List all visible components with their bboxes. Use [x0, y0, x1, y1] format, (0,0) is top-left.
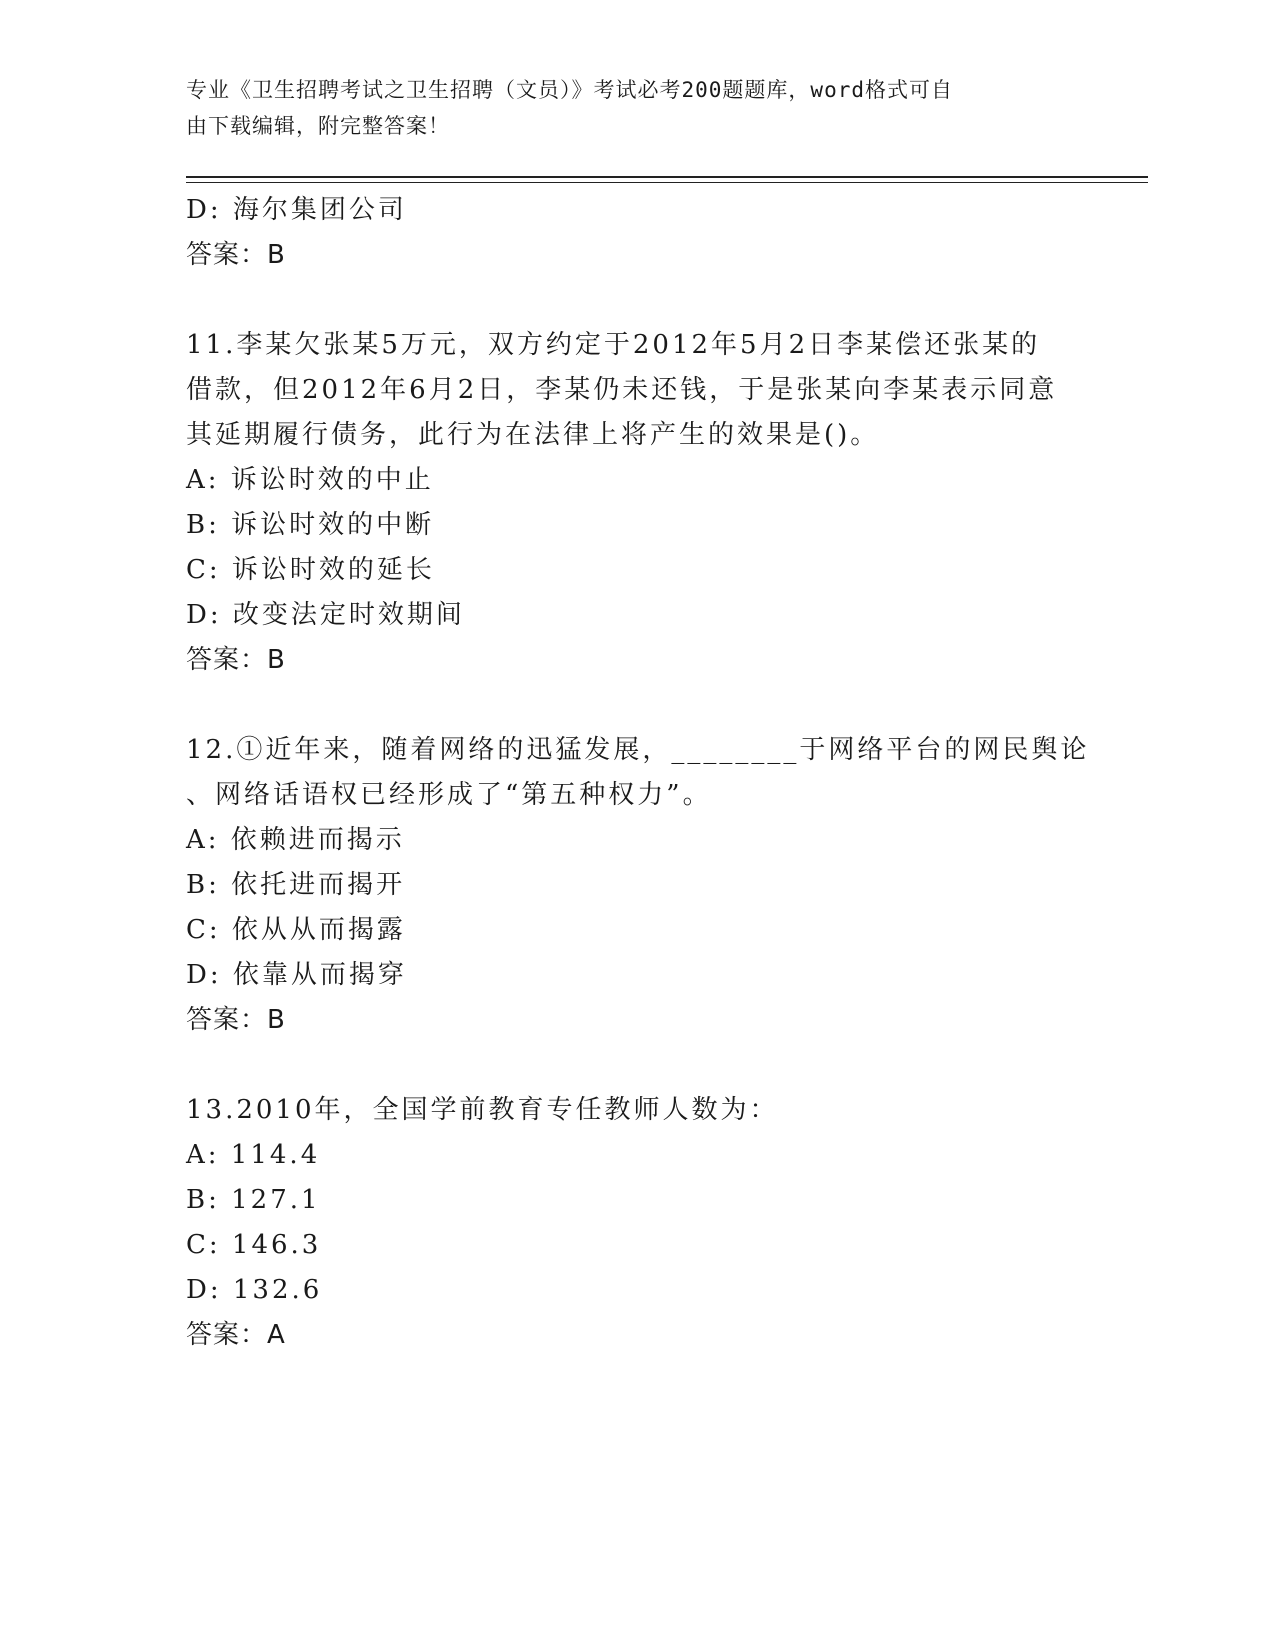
question-stem: 、网络话语权已经形成了“第五种权力”。 — [186, 780, 712, 810]
option-c: C: 诉讼时效的延长 — [186, 555, 435, 585]
answer: 答案：A — [186, 1320, 286, 1350]
header-line-1: 专业《卫生招聘考试之卫生招聘（文员）》考试必考200题题库，word格式可自 — [186, 78, 953, 102]
answer: 答案：B — [186, 1005, 286, 1035]
question-11 — [186, 323, 1086, 683]
option-c: C: 依从从而揭露 — [186, 915, 406, 945]
option-d: D: 海尔集团公司 — [186, 195, 407, 225]
question-13 — [186, 1088, 1086, 1358]
question-stem: 借款，但2012年6月2日，李某仍未还钱，于是张某向李某表示同意 — [186, 375, 1058, 405]
answer: 答案：B — [186, 240, 286, 270]
question-12 — [186, 728, 1090, 1043]
option-a: A: 依赖进而揭示 — [186, 825, 405, 855]
header-divider-thin — [186, 182, 1148, 183]
option-d: D: 132.6 — [186, 1275, 323, 1305]
option-a: A: 114.4 — [186, 1140, 321, 1170]
question-stem: 13.2010年，全国学前教育专任教师人数为： — [186, 1095, 779, 1125]
option-d: D: 依靠从而揭穿 — [186, 960, 407, 990]
question-stem: 其延期履行债务，此行为在法律上将产生的效果是()。 — [186, 420, 880, 450]
answer: 答案：B — [186, 645, 286, 675]
option-b: B: 依托进而揭开 — [186, 870, 406, 900]
previous-question-tail — [186, 188, 1086, 278]
option-b: B: 诉讼时效的中断 — [186, 510, 435, 540]
question-content — [186, 188, 1090, 1358]
question-stem: 12.①近年来，随着网络的迅猛发展，________于网络平台的网民舆论 — [186, 735, 1090, 765]
question-stem: 11.李某欠张某5万元，双方约定于2012年5月2日李某偿还张某的 — [186, 330, 1041, 360]
option-c: C: 146.3 — [186, 1230, 322, 1260]
option-d: D: 改变法定时效期间 — [186, 600, 465, 630]
option-a: A: 诉讼时效的中止 — [186, 465, 434, 495]
document-header — [186, 72, 1066, 144]
option-b: B: 127.1 — [186, 1185, 321, 1215]
header-line-2: 由下载编辑，附完整答案！ — [186, 114, 450, 138]
header-divider-thick — [186, 176, 1148, 178]
